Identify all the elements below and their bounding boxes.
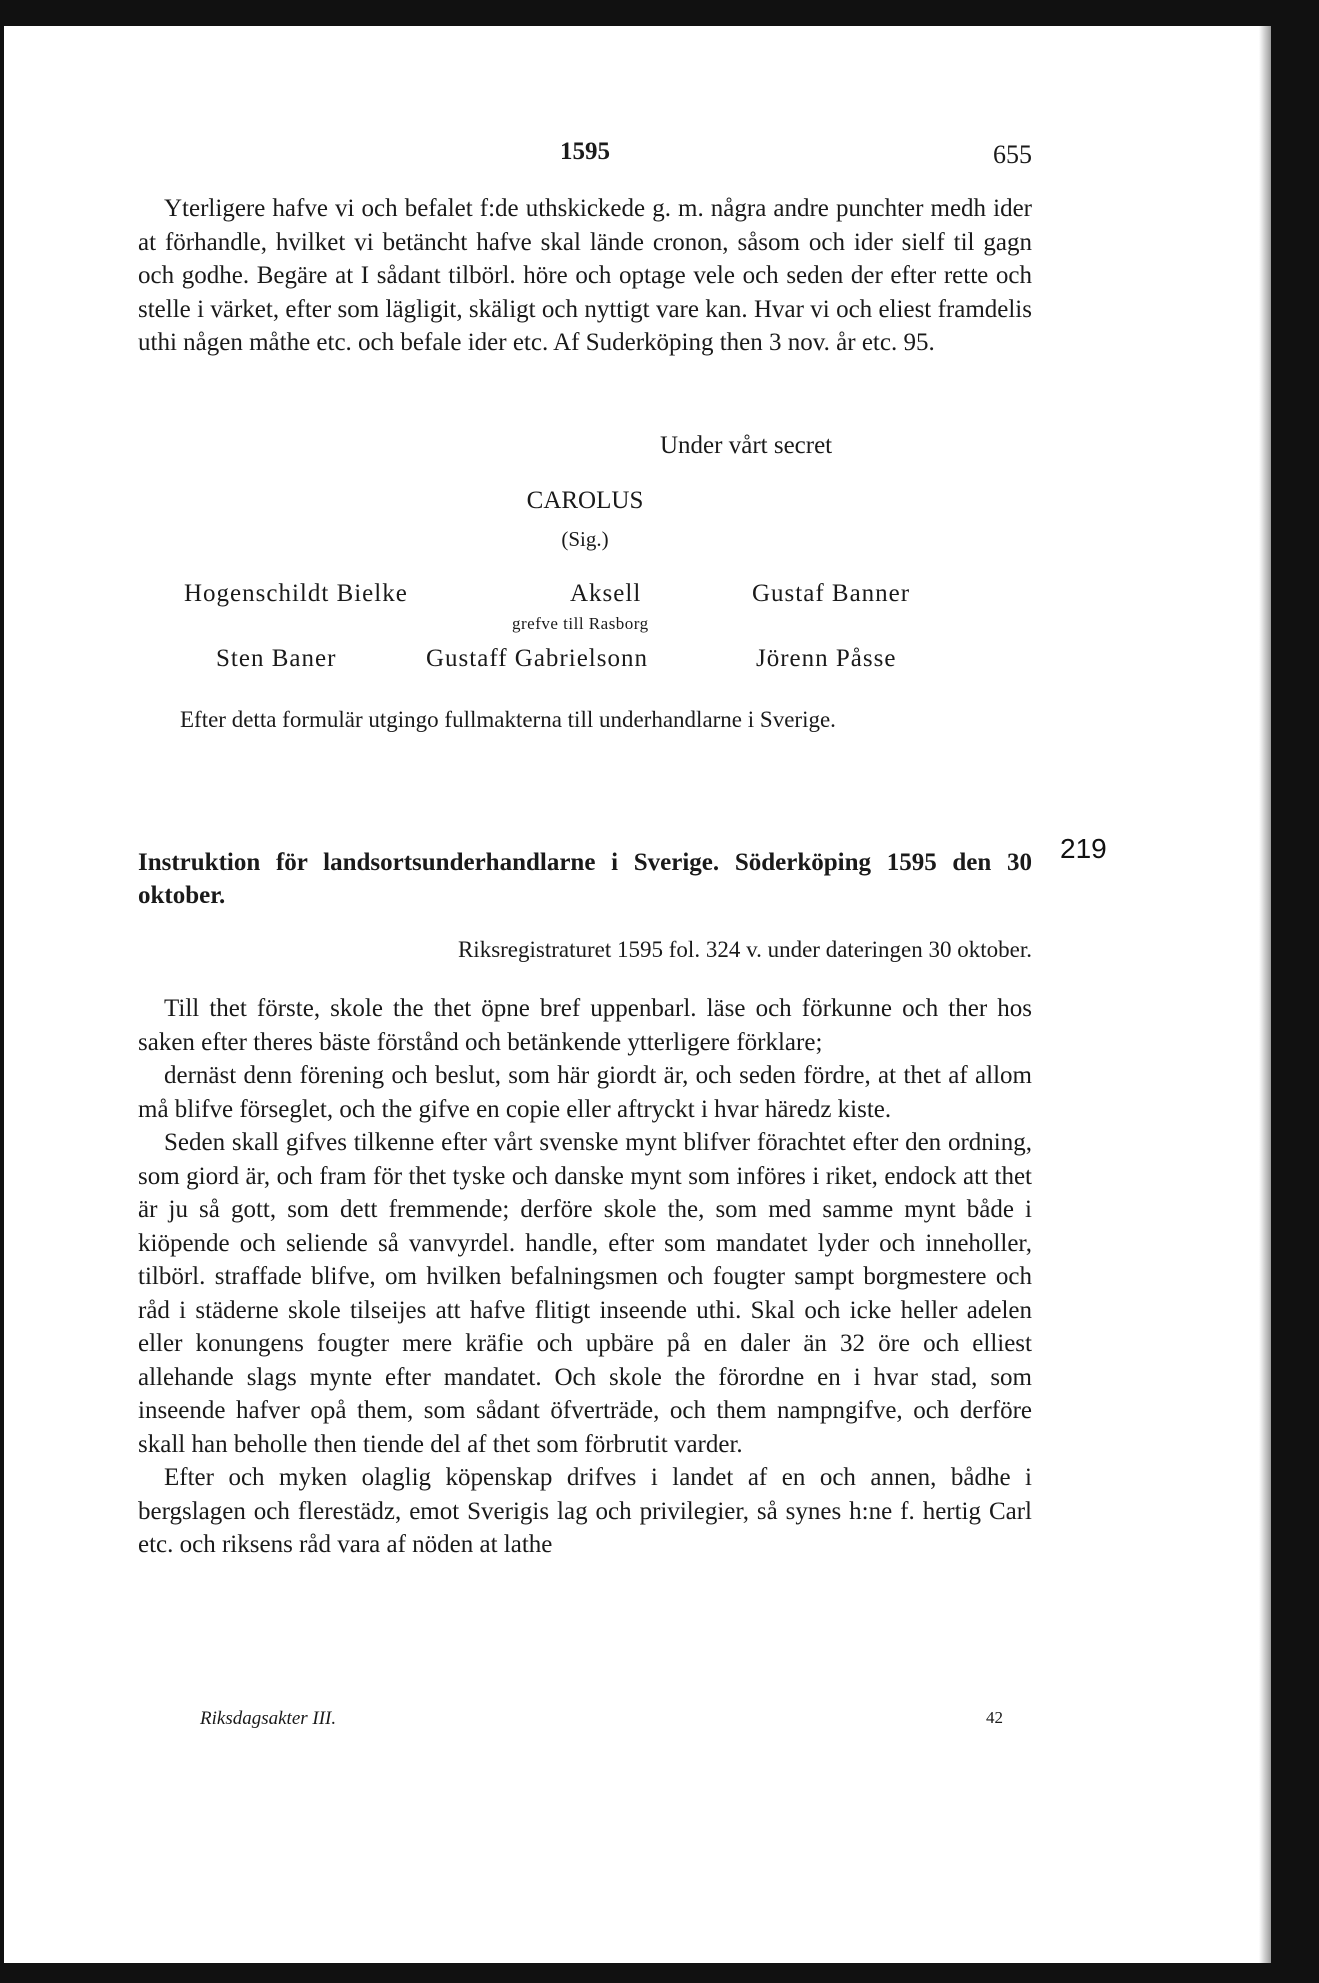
body-paragraph: Till thet förste, skole the thet öpne bref uppenbarl. läse och förkunne och ther hos saken efter theres bäste förstånd och betänkende ytterligere förklare; xyxy=(138,995,1032,1056)
signatory-3: Gustaf Banner xyxy=(752,580,911,607)
signatory-2-title: grefve till Rasborg xyxy=(512,614,649,633)
source-reference: Riksregistraturet 1595 fol. 324 v. under dateringen 30 oktober. xyxy=(457,937,1032,962)
body-paragraph: Efter och myken olaglig köpenskap drifves i landet af en och annen, bådhe i bergslagen och flerestädz, emot Sverigis lag och privilegier, så synes h:ne f. hertig Carl etc. och riksens råd vara af nöden at lathe xyxy=(138,1464,1032,1558)
signatory-5: Gustaff Gabrielsonn xyxy=(426,645,648,672)
closing-paragraph-block xyxy=(138,192,1032,360)
body-text xyxy=(138,992,1032,1562)
seal-line: Under vårt secret xyxy=(660,432,833,459)
footer-signature-number: 42 xyxy=(986,1708,1003,1727)
signatory-2: Aksell xyxy=(570,580,642,607)
sig-note: (Sig.) xyxy=(561,527,609,551)
closing-paragraph: Yterligere hafve vi och befalet f:de uthskickede g. m. några andre punchter medh ider at förhandle, hvilket vi betäncht hafve skal lände cronon, såsom och ider sielf til gagn och godhe. Begäre at I sådant tilbörl. höre och optage vele och seden der efter rette och stelle i värket, efter som lägligit, skäligt och nyttigt vare kan. Hvar vi och eliest framdelis uthi någen måthe etc. och befale ider etc. Af Suderköping then 3 nov. år etc. 95. xyxy=(138,195,1032,356)
footer-volume: Riksdagsakter III. xyxy=(200,1708,337,1729)
document-number: 219 xyxy=(1060,833,1107,864)
body-paragraph: dernäst denn förening och beslut, som här giordt är, och seden fördre, at thet af allom må blifve förseglet, och the gifve en copie eller aftryckt i hvar häredz kiste. xyxy=(138,1062,1032,1123)
body-paragraph: Seden skall gifves tilkenne efter vårt svenske mynt blifver förachtet efter den ordning, som giord är, och fram för thet tyske och danske mynt som införes i riket, endock att thet är ju så gott, som dett fremmende; derföre skole the, som med samme mynt både i kiöpende och seliende så vanvyrdel. handle, efter som mandatet lyder och inneholler, tilbörl. straffade blifve, om hvilken befalningsmen och fougter sampt borgmestere och råd i städerne skole tilseijes att hafve flitigt inseende uthi. Skal och icke heller adelen eller konungens fougter mere kräfie och upbäre på en daler än 32 öre och elliest allehande slags mynte efter mandatet. Och skole the förordne en i hvar stad, som inseende hafver opå them, som sådant öfverträde, och them nampngifve, och derföre skall han beholle then tiende del af thet som förbrutit varder. xyxy=(138,1129,1032,1458)
header-page-number: 655 xyxy=(993,140,1032,169)
section-title: Instruktion för landsortsunderhandlarne i Sverige. Söderköping 1595 den 30 oktober. xyxy=(138,849,1032,909)
header-year: 1595 xyxy=(560,138,610,165)
page-edge-shadow xyxy=(1259,26,1271,1963)
editorial-note: Efter detta formulär utgingo fullmakterna till underhandlarne i Sverige. xyxy=(180,707,836,732)
signatory-1: Hogenschildt Bielke xyxy=(184,580,408,607)
signatory-4: Sten Baner xyxy=(216,645,337,672)
sovereign-name: CAROLUS xyxy=(526,487,644,514)
running-header xyxy=(138,138,1032,178)
signatory-6: Jörenn Påsse xyxy=(756,645,897,672)
